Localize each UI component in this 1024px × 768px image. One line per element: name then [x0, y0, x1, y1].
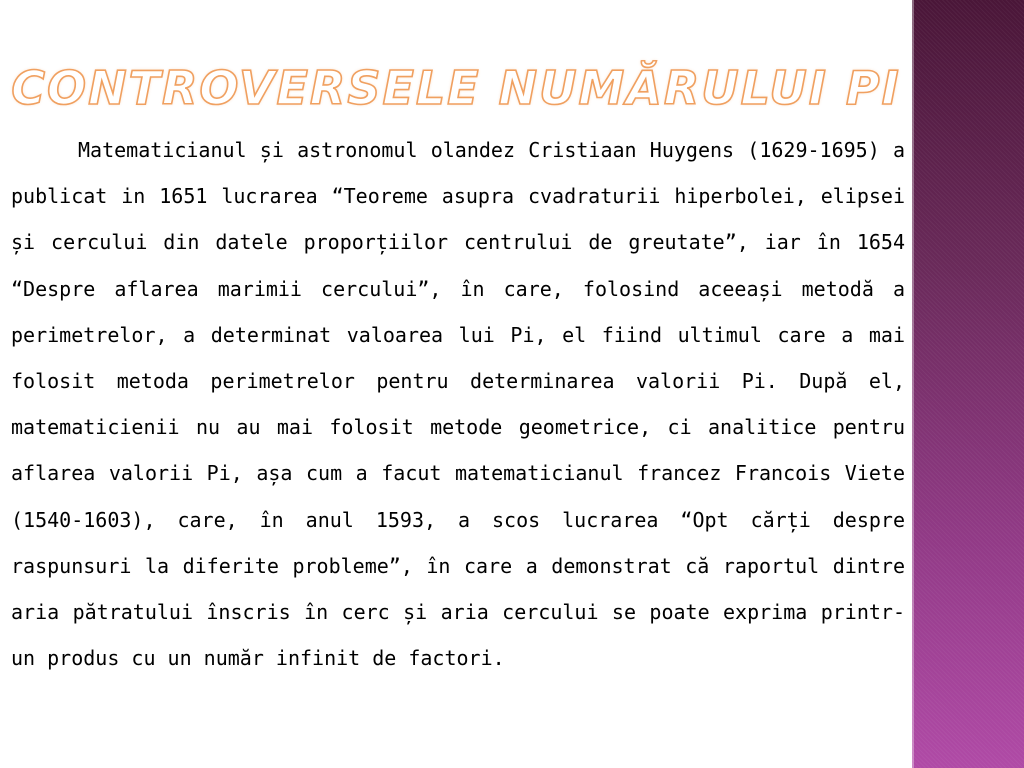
slide-title: CONTROVERSELE NUMĂRULUI PI — [11, 60, 901, 115]
side-band-edge — [912, 0, 914, 768]
decorative-side-band — [912, 0, 1024, 768]
slide-body-text: Matematicianul și astronomul olandez Cristiaan Huygens (1629-1695) a publicat in 1651 lucrarea “Teoreme asupra cvadraturii hiperbolei, elipsei și cercului din datele proporțiilor centrului de greutate”, iar în 1654 “Despre aflarea marimii cercului”, în care, folosind aceeași metodă a perimetrelor, a determinat valoarea lui Pi, el fiind ultimul care a mai folosit metoda perimetrelor pentru determinarea valorii Pi. După el, matematicienii nu au mai folosit metode geometrice, ci analitice pentru aflarea valorii Pi, așa cum a facut matematicianul francez Francois Viete (1540-1603), care, în anul 1593, a scos lucrarea “Opt cărți despre raspunsuri la diferite probleme”, în care a demonstrat că raportul dintre aria pătratului înscris în cerc și aria cercului se poate exprima printr-un produs cu un număr infinit de factori. — [11, 138, 905, 671]
